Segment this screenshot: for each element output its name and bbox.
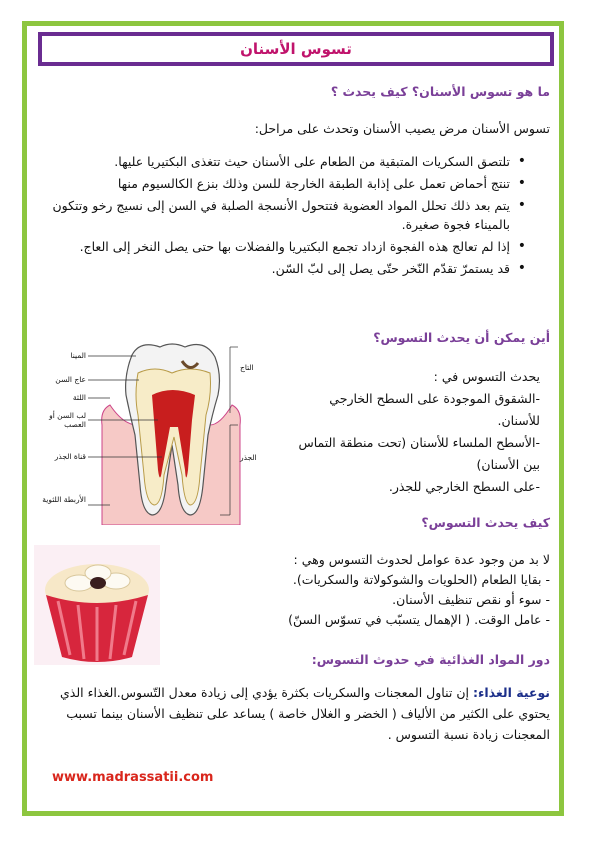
section2-line: -الأسطح الملساء للأسنان (تحت منطقة التماس بين الأسنان) [298, 435, 540, 472]
section2-heading: أين يمكن أن يحدث التسوس؟ [373, 330, 550, 345]
section2-line: -الشقوق الموجودة على السطح الخارجي للأسنان. [329, 391, 540, 428]
section4-text: إن تناول المعجنات والسكريات بكثرة يؤدي إلى زيادة معدل التّسوس.الغذاء الذي يحتوي على الكثير من الألياف ( الخضر و الغلال خاصة ) يساعد على تنظيف الأسنان بينما تسبب المعجنات زيادة نسبة التسوس . [59, 685, 550, 742]
cupcake-image [34, 545, 160, 665]
list-item: • قد يستمرّ تقدّم النّخر حتّى يصل إلى لبّ السّن. [40, 259, 510, 278]
page-title: تسوس الأسنان [38, 32, 554, 66]
label-crown: التاج [240, 363, 254, 372]
section4-term: نوعية الغذاء: [472, 685, 550, 700]
label-root: الجذر [240, 453, 257, 462]
section3-line: - عامل الوقت. ( الإهمال يتسبّب في تسوّس السنّ) [288, 612, 550, 627]
section3-text [200, 550, 550, 630]
footer-url[interactable]: www.madrassatii.com [52, 770, 214, 785]
list-item: • إذا لم تعالج هذه الفجوة ازداد تجمع البكتيريا والفضلات بها حتى يصل النخر إلى العاج. [40, 237, 510, 256]
section2-line: -على السطح الخارجي للجذر. [388, 479, 540, 494]
section1-intro: تسوس الأسنان مرض يصيب الأسنان وتحدث على مراحل: [254, 121, 550, 136]
label-enamel: المينا [70, 351, 86, 360]
list-item: • تلتصق السكريات المتبقية من الطعام على الأسنان حيث تتغذى البكتيريا عليها. [40, 152, 510, 171]
section3-line: - بقايا الطعام (الحلويات والشوكولاتة والسكريات). [292, 572, 550, 587]
tooth-diagram [40, 335, 275, 525]
section2-line: يحدث التسوس في : [433, 369, 540, 384]
section4-paragraph [40, 682, 550, 745]
section4-heading: دور المواد الغذائية في حدوث التسوس: [311, 652, 550, 667]
label-root-canal: قناة الجذر [54, 452, 86, 461]
label-gum: اللثة [72, 393, 86, 402]
section3-heading: كيف يحدث التسوس؟ [421, 515, 550, 530]
section3-line: - سوء أو نقص تنظيف الأسنان. [392, 592, 550, 607]
label-pulp: لب السن أو العصب [49, 411, 86, 429]
section3-line: لا بد من وجود عدة عوامل لحدوث التسوس وهي : [293, 552, 550, 567]
label-dentin: عاج السن [55, 375, 86, 384]
label-ligaments: الأربطة اللثوية [42, 495, 86, 504]
section2-text [290, 366, 540, 498]
section1-heading: ما هو تسوس الأسنان؟ كيف يحدث ؟ [330, 84, 550, 99]
list-item: • تنتج أحماض تعمل على إذابة الطبقة الخارجة للسن وذلك بنزع الكالسيوم منها [40, 174, 510, 193]
section1-points [40, 152, 528, 281]
list-item: • يتم بعد ذلك تحلل المواد العضوية فتتحول الأنسجة الصلبة في السن إلى نسيج رخو وتتكون بالميناء فجوة صغيرة. [40, 196, 510, 234]
